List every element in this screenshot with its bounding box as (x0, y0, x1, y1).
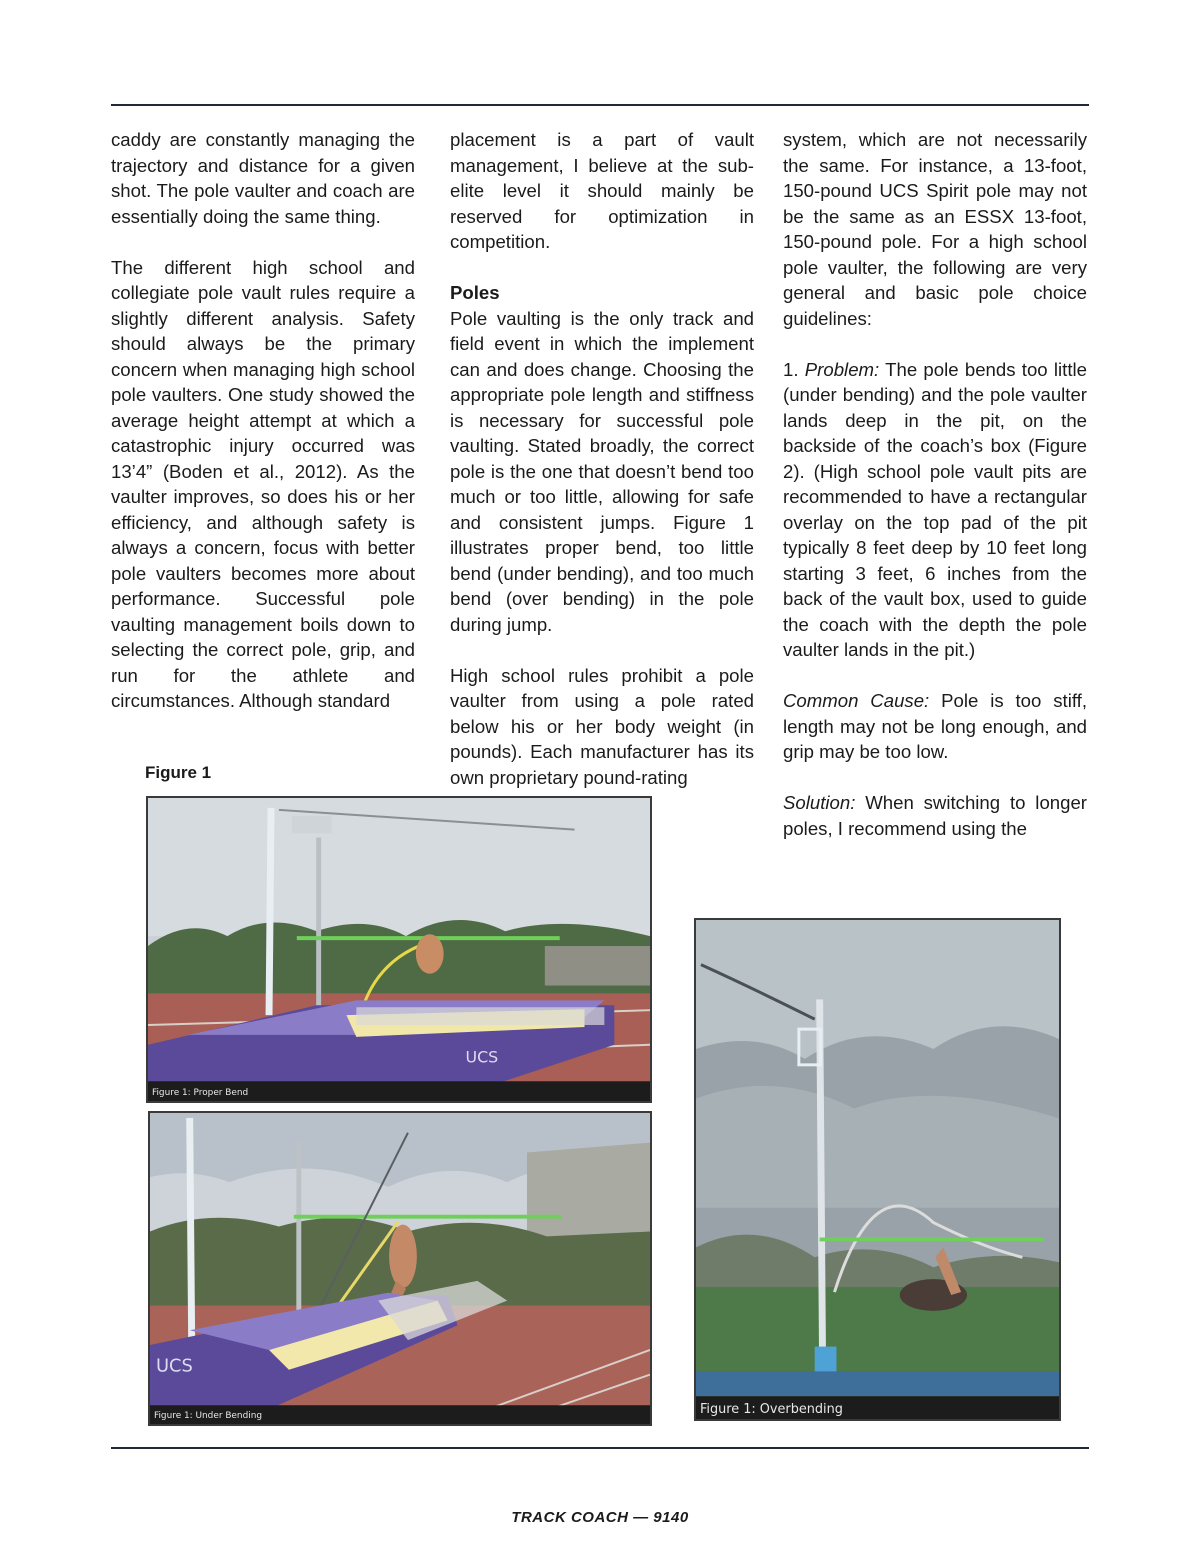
svg-text:UCS: UCS (155, 1355, 193, 1377)
paragraph: system, which are not necessarily the same. For instance, a 13-foot, 150-pound UCS Spirit pole may not be the same as an ESSX 13-foot, 150-pound pole. For a high school pole vaulter, the following are very general and basic pole choice guidelines: (783, 129, 1087, 329)
column-1 (111, 127, 415, 714)
paragraph: Pole vaulting is the only track and field event in which the implement can and does change. Choosing the appropriate pole length and stiffness is necessary for successful pole vaulting. Stated broadly, the correct pole is the one that doesn’t bend too much or too little, allowing for safe and consistent jumps. Figure 1 illustrates proper bend, too little bend (under bending), and too much bend (over bending) in the pole during jump. (450, 307, 754, 635)
photo-overbending (694, 918, 1061, 1421)
bottom-rule (111, 1447, 1089, 1449)
page-footer: TRACK COACH — 9140 (511, 1509, 689, 1526)
paragraph: caddy are constantly managing the trajectory and distance for a given shot. The pole vaulter and coach are essentially doing the same thing. (111, 129, 415, 227)
list-number: 1. (783, 358, 805, 380)
caption-overbending: Figure 1: Overbending (699, 1402, 843, 1418)
photo-under-bending-illustration (150, 1113, 650, 1424)
paragraph: placement is a part of vault management, I believe at the sub-elite level it should mainly be reserved for optimization in competition. (450, 129, 754, 252)
caption-proper-bend: Figure 1: Proper Bend (151, 1088, 249, 1099)
paragraph: High school rules prohibit a pole vaulter from using a pole rated below his or her body weight (in pounds). Each manufacturer has its own proprietary pound-rating (450, 664, 754, 788)
problem-label: Problem: (804, 358, 880, 380)
caption-under-bending: Figure 1: Under Bending (153, 1411, 263, 1422)
photo-overbending-illustration (696, 920, 1059, 1419)
paragraph-solution (783, 790, 1087, 841)
svg-text:UCS: UCS (465, 1047, 499, 1067)
paragraph: The different high school and collegiate pole vault rules require a slightly different analysis. Safety should always be the primary concern when managing high school pole vaulters. One study showed the average height attempt at which a catastrophic injury occurred was 13’4” (Boden et al., 2012). As the vaulter improves, so does his or her efficiency, and although safety is always a concern, focus with better pole vaulters becomes more about performance. Successful pole vaulting management boils down to selecting the correct pole, grip, and run for the athlete and circumstances. Although standard (111, 256, 415, 711)
section-heading-poles: Poles (450, 282, 500, 303)
figure-label: Figure 1 (145, 763, 212, 782)
column-3 (783, 127, 1087, 841)
top-rule (111, 104, 1089, 106)
photo-under-bending (148, 1111, 652, 1426)
photo-proper-bend (146, 796, 652, 1103)
section (450, 280, 754, 637)
cause-text: Pole is too stiff, length may not be long enough, and grip may be too low. (783, 690, 1087, 762)
photo-proper-bend-illustration (148, 798, 650, 1101)
problem-text: The pole bends too little (under bending) and the pole vaulter lands deep in the pit, on the backside of the coach’s box (Figure 2). (High school pole vault pits are recommended to have a rectangular overlay on the top pad of the pit typically 8 feet deep by 10 feet long starting 3 feet, 6 inches from the back of the vault box, used to guide the coach with the depth the pole vaulter lands in the pit.) (783, 358, 1087, 660)
column-2 (450, 127, 754, 790)
cause-label: Common Cause: (783, 690, 930, 711)
paragraph-problem (783, 357, 1087, 663)
paragraph-cause (783, 688, 1087, 765)
solution-label: Solution: (783, 792, 856, 813)
solution-text: When switching to longer poles, I recommend using the (783, 792, 1087, 839)
